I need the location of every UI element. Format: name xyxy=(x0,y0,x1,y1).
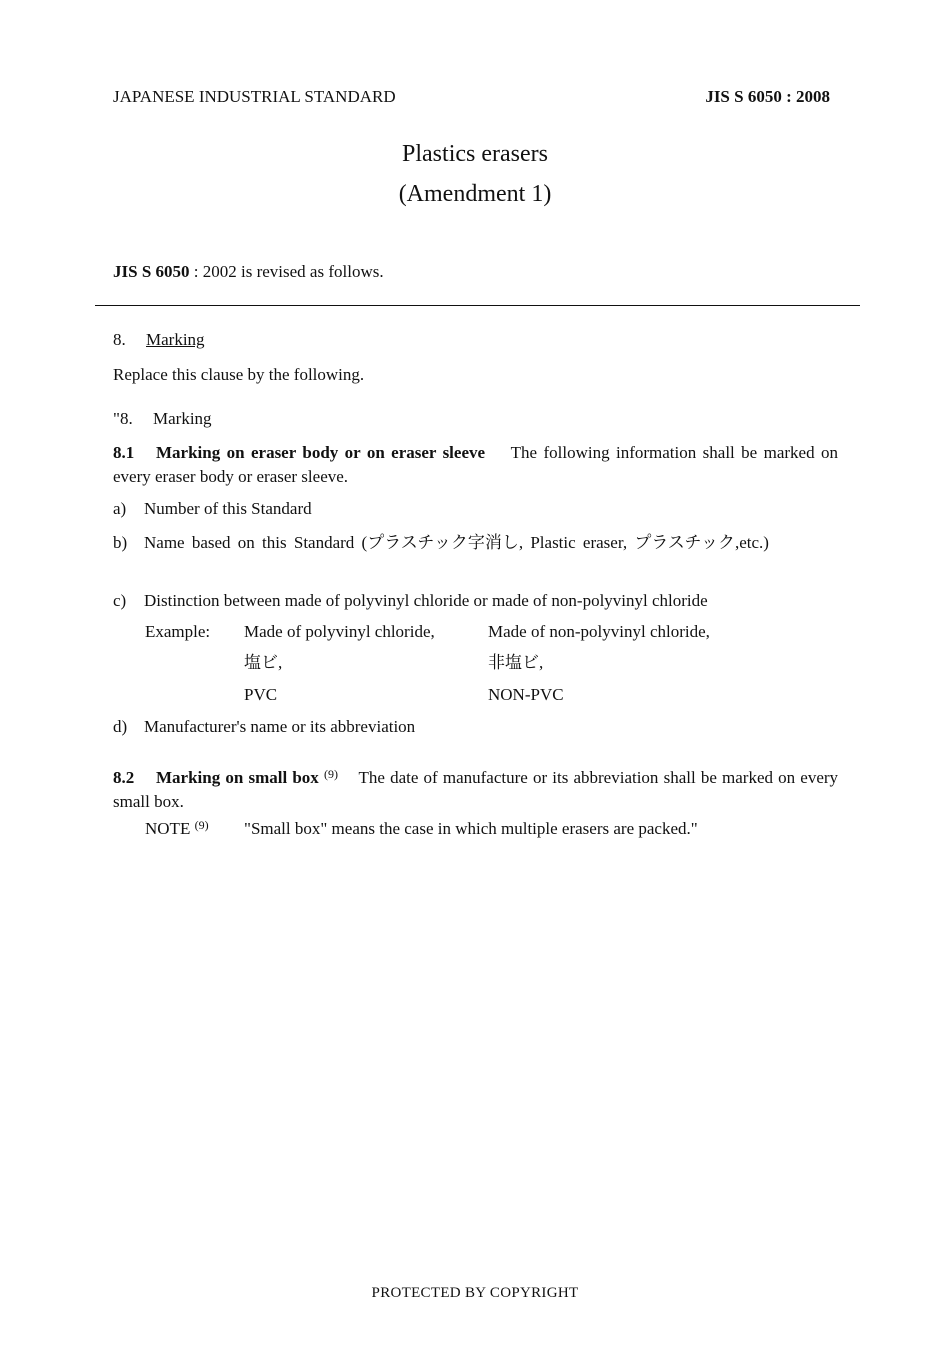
list-item-b xyxy=(113,531,838,579)
list-item-a xyxy=(113,497,838,521)
section-8-2 xyxy=(113,762,838,814)
section-8-1-text: The following information shall be marked on every eraser body or eraser sleeve. xyxy=(113,443,838,486)
header-standard-number: JIS S 6050 : 2008 xyxy=(705,87,830,106)
list-item-b-label: b) xyxy=(113,533,128,552)
list-item-a-text: Number of this Standard xyxy=(144,499,312,518)
example-col2-line1: Made of non-polyvinyl chloride, xyxy=(488,622,710,641)
revision-text: : 2002 is revised as follows. xyxy=(189,262,384,281)
list-item-b-text: Name based on this Standard (プラスチック字消し, Plastic eraser, プラスチック,etc.) xyxy=(144,533,769,552)
clause-8-title: Marking xyxy=(146,330,205,349)
note-ref: (9) xyxy=(194,818,209,832)
copyright-footer: PROTECTED BY COPYRIGHT xyxy=(371,1285,579,1301)
list-item-a-label: a) xyxy=(113,499,127,518)
list-item-c-label: c) xyxy=(113,591,127,610)
example-label: Example: xyxy=(145,622,211,641)
list-item-d-label: d) xyxy=(113,717,128,736)
example-col2-line2: 非塩ビ, xyxy=(488,653,544,672)
example-col1-line2: 塩ビ, xyxy=(244,653,283,672)
example-col1-line1: Made of polyvinyl chloride, xyxy=(244,622,435,641)
list-item-c xyxy=(113,589,838,613)
section-8-1-heading: Marking on eraser body or on eraser sleeve xyxy=(156,443,486,462)
new-clause-8-heading xyxy=(113,407,838,432)
document-title xyxy=(0,134,950,214)
example-col2-line3: NON-PVC xyxy=(488,685,564,704)
section-8-1-number: 8.1 xyxy=(113,443,135,462)
section-8-2-number: 8.2 xyxy=(113,768,135,787)
note-label: NOTE xyxy=(145,819,191,838)
title-line-1: Plastics erasers xyxy=(402,141,548,167)
clause-8-instruction: Replace this clause by the following. xyxy=(113,365,365,384)
clause-8-heading xyxy=(113,328,838,353)
clause-8-number: 8. xyxy=(113,330,126,349)
new-clause-8-number: "8. xyxy=(113,409,133,428)
divider-line xyxy=(95,305,860,306)
example-block xyxy=(145,620,845,720)
revision-ref: JIS S 6050 xyxy=(113,262,190,281)
section-8-1 xyxy=(113,441,838,489)
revision-statement xyxy=(113,260,384,285)
example-col1-line3: PVC xyxy=(244,685,278,704)
list-item-c-text: Distinction between made of polyvinyl chloride or made of non-polyvinyl chloride xyxy=(144,591,708,610)
new-clause-8-title: Marking xyxy=(153,409,212,428)
section-8-2-heading: Marking on small box xyxy=(156,768,319,787)
section-8-2-note-ref: (9) xyxy=(323,767,338,781)
note-9 xyxy=(145,817,845,841)
section-8-2-text: The date of manufacture or its abbreviation shall be marked on every small box. xyxy=(113,768,839,811)
title-line-2: (Amendment 1) xyxy=(398,181,552,207)
list-item-d xyxy=(113,715,838,739)
header-standard-name: JAPANESE INDUSTRIAL STANDARD xyxy=(113,87,396,106)
list-item-d-text: Manufacturer's name or its abbreviation xyxy=(144,717,416,736)
note-text: "Small box" means the case in which multiple erasers are packed." xyxy=(244,819,698,838)
